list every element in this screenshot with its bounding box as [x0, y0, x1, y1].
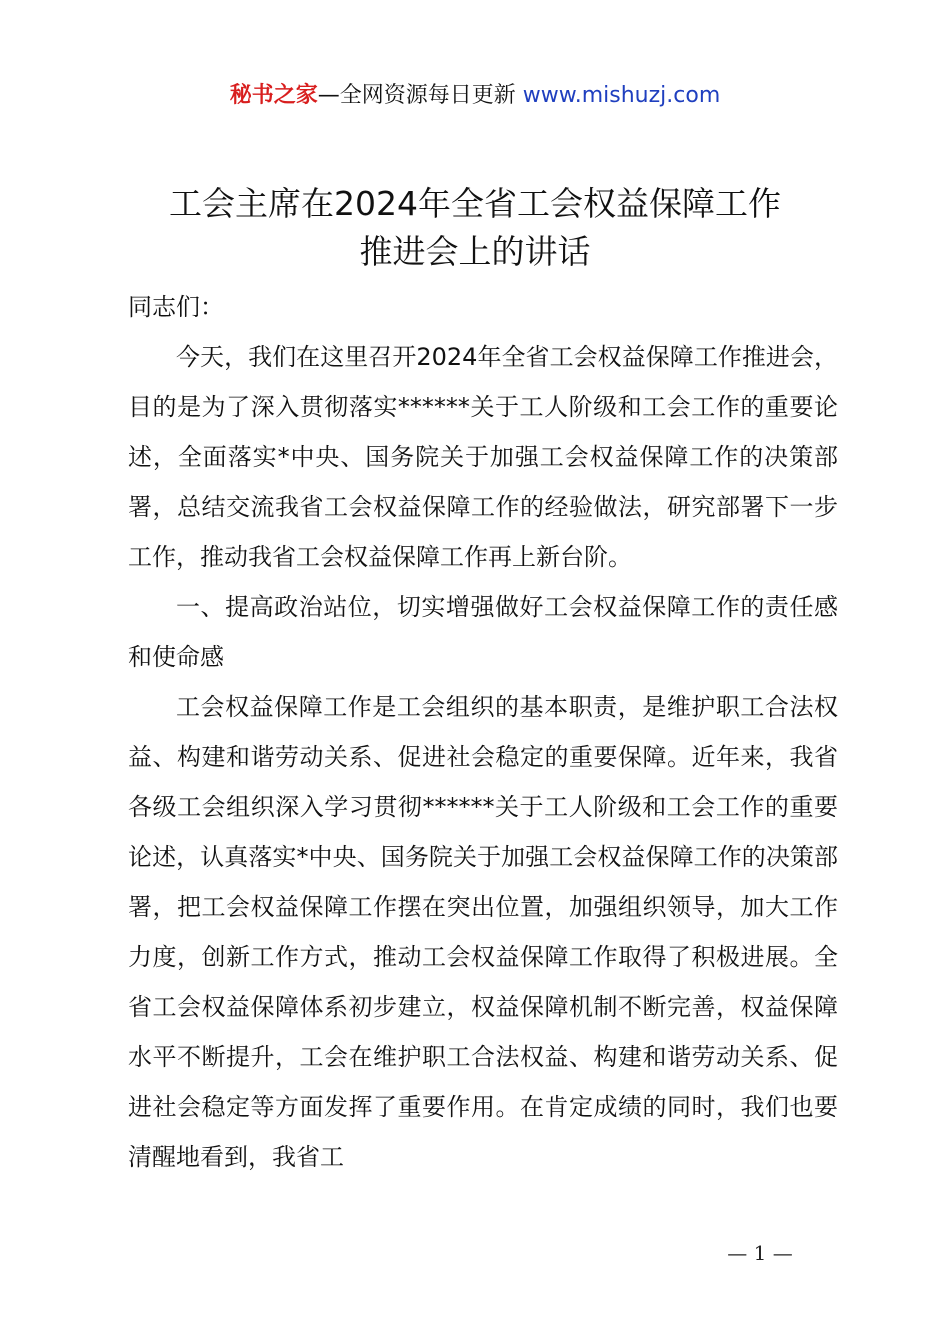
page-number: — 1 —	[727, 1241, 793, 1265]
title-line-1: 工会主席在2024年全省工会权益保障工作	[169, 184, 781, 223]
salutation: 同志们：	[128, 293, 224, 321]
section-heading-1: 一、提高政治站位，切实增强做好工会权益保障工作的责任感和使命感	[128, 593, 838, 671]
document-title	[0, 180, 950, 276]
paragraph-section-1: 工会权益保障工作是工会组织的基本职责，是维护职工合法权益、构建和谐劳动关系、促进社会稳定的重要保障。近年来，我省各级工会组织深入学习贯彻******关于工人阶级和工会工作的重要论述，认真落实*中央、国务院关于加强工会权益保障工作的决策部署，把工会权益保障工作摆在突出位置，加强组织领导，加大工作力度，创新工作方式，推动工会权益保障工作取得了积极进展。全省工会权益保障体系初步建立，权益保障机制不断完善，权益保障水平不断提升，工会在维护职工合法权益、构建和谐劳动关系、促进社会稳定等方面发挥了重要作用。在肯定成绩的同时，我们也要清醒地看到，我省工	[128, 693, 838, 1171]
header-slogan: —全网资源每日更新	[317, 83, 516, 108]
site-header	[0, 80, 950, 112]
brand-name: 秘书之家	[229, 83, 318, 108]
header-url: www.mishuzj.com	[522, 83, 721, 108]
paragraph-intro: 今天，我们在这里召开2024年全省工会权益保障工作推进会，目的是为了深入贯彻落实******关于工人阶级和工会工作的重要论述，全面落实*中央、国务院关于加强工会权益保障工作的决策部署，总结交流我省工会权益保障工作的经验做法，研究部署下一步工作，推动我省工会权益保障工作再上新台阶。	[128, 343, 838, 571]
title-line-2: 推进会上的讲话	[359, 232, 591, 271]
document-body	[128, 282, 838, 1182]
